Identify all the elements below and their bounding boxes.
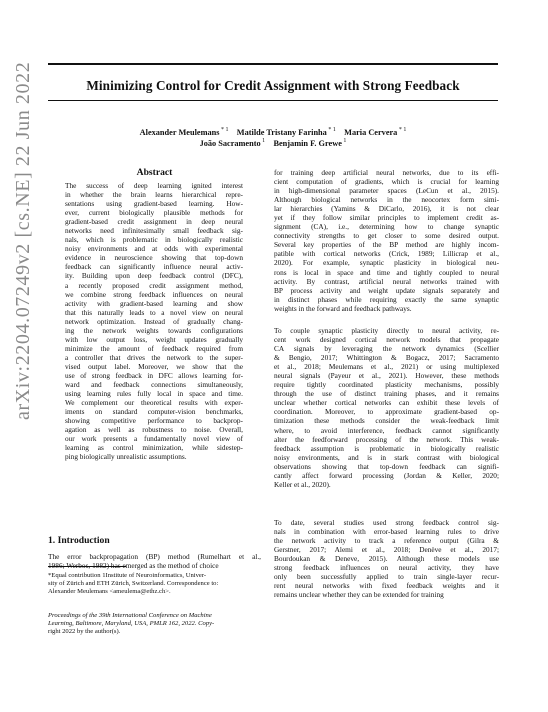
body-line: in high-dimensional parameter spaces (LeCun et al., 2015). [274, 186, 499, 196]
body-line: noisy environments, and is in stark contrast with biological [274, 452, 499, 462]
abstract-line: feedback can significantly influence neural activ- [65, 262, 243, 272]
body-line: timization these methods consider the weak-feedback limit [274, 416, 499, 426]
section-heading-introduction: 1. Introduction [48, 535, 110, 546]
body-line: & Bengio, 2017; Whittington & Bogacz, 2017; Sacramento [274, 353, 499, 363]
body-line: the network activity to track a reference output (Gilra & [274, 536, 499, 546]
body-line: BP process activity and weight update signals separately and [274, 285, 499, 295]
body-line: where, to avoid interference, feedback cannot significantly [274, 425, 499, 435]
abstract-line: The success of deep learning ignited interest [65, 181, 243, 190]
author-affiliation-mark: 1 [341, 138, 347, 144]
abstract-line: networks need infinitesimally small feedback sig- [65, 226, 243, 236]
abstract-line: sentations using gradient-based learning. How- [65, 199, 243, 209]
abstract-line: evidence in neuroscience showing that top-down [65, 253, 243, 263]
abstract-body [65, 181, 243, 461]
abstract-line: vised output label. Moreover, we show that the [65, 361, 243, 371]
abstract-line: our work presents a fundamentally novel view of [65, 434, 243, 444]
body-line: in distinct phases while requiring exactly the same synaptic [274, 294, 499, 304]
body-line: rons is local in space and time and tightly coupled to neural [274, 267, 499, 277]
abstract-line: that this naturally leads to a novel view on neural [65, 307, 243, 317]
abstract-line: agation as well as robustness to noise. Overall, [65, 425, 243, 435]
body-line: cient computation of gradients, which is crucial for learning [274, 177, 499, 187]
abstract-line: a controller that drives the network to the super- [65, 352, 243, 362]
intro-line: The error backpropagation (BP) method (Rumelhart et al., [48, 552, 261, 561]
abstract-line: minimize the amount of feedback required from [65, 343, 243, 353]
author-name: Maria Cervera [344, 127, 398, 137]
abstract-line: ever, current biologically plausible methods for [65, 208, 243, 218]
body-line: Several key properties of the BP method are highly incom- [274, 240, 499, 250]
body-line: strong feedback influences on neural activity, they have [274, 563, 499, 573]
abstract-line: iments on standard computer-vision benchmarks, [65, 407, 243, 417]
body-line: yet if they follow similar principles to implement credit as- [274, 213, 499, 223]
body-line: for training deep artificial neural networks, due to its effi- [274, 168, 499, 177]
body-line: Bourdoukan & Deneve, 2015). Although these models use [274, 554, 499, 564]
body-line: nals in combination with error-based learning rules to drive [274, 527, 499, 537]
abstract-line: noisy environments and at odds with experimental [65, 244, 243, 254]
intro-line: 1986; Werbos, 1982) has emerged as the method of choice [48, 561, 219, 571]
title-rule-bottom [48, 100, 498, 101]
body-line: alter the feedforward processing of the network. This weak- [274, 434, 499, 444]
body-line: require tightly coordinated plasticity mechanisms, possibly [274, 380, 499, 390]
body-line: et al., 2018; Meulemans et al., 2021) or using multiplexed [274, 362, 499, 372]
author-name: Matilde Tristany Farinha [236, 127, 327, 137]
body-line: 2020). For example, synaptic plasticity in biological neu- [274, 258, 499, 268]
body-line: activity. By contrast, artificial neural networks trained with [274, 276, 499, 286]
body-line: Although biological networks in the neocortex form simi- [274, 195, 499, 205]
abstract-line: ping biologically unrealistic assumptions. [65, 452, 187, 462]
body-line: cent work designed cortical network models that propagate [274, 335, 499, 345]
abstract-line: ward and feedback connections simultaneously, [65, 380, 243, 390]
body-line: cantly affect forward processing (Jordan & Keller, 2020; [274, 470, 499, 480]
author-affiliation-mark: * 1 [219, 127, 229, 133]
right-column-paragraph-2 [274, 326, 499, 489]
body-line: Gerstner, 2017; Alemi et al., 2018; Denève et al., 2017; [274, 545, 499, 555]
author-affiliation-mark: 1 [260, 138, 266, 144]
author-affiliation-mark: * 1 [397, 127, 407, 133]
arxiv-stamp[interactable]: arXiv:2204.07249v2 [cs.NE] 22 Jun 2022 [12, 61, 34, 420]
footnote-line: *Equal contribution 1Institute of Neuroinformatics, Univer- [48, 572, 207, 579]
abstract-line: activity with gradient-based learning and show [65, 298, 243, 308]
abstract-line: use of strong feedback in DFC allows learning for- [65, 370, 243, 380]
paper-title: Minimizing Control for Credit Assignment with Strong Feedback [86, 78, 460, 93]
body-line: unclear whether cortical networks can exhibit these levels of [274, 398, 499, 408]
author-line-2 [48, 138, 498, 148]
abstract-line: in whether the brain learns hierarchical repre- [65, 190, 243, 200]
body-line: feedback assumption is problematic in biologically realistic [274, 443, 499, 453]
body-line: connectivity strengths to get closer to some desired output. [274, 231, 499, 241]
body-line: To couple synaptic plasticity directly to neural activity, re- [274, 326, 499, 335]
abstract-line: showing competitive performance to backprop- [65, 416, 243, 426]
author-affiliation-mark: * 1 [326, 127, 336, 133]
abstract-line: learning as control minimization, while sidestep- [65, 443, 243, 453]
body-line: Keller et al., 2020). [274, 479, 331, 489]
abstract-line: we combine strong feedback influences on neural [65, 289, 243, 299]
author-name: João Sacramento [199, 138, 261, 148]
body-line: lar hierarchies (Yamins & DiCarlo, 2016), it is not clear [274, 204, 499, 214]
proceedings-line: Proceedings of the 39th International Conference on Machine [48, 612, 212, 619]
body-line: CA signals by leveraging the network dynamics (Scellier [274, 344, 499, 354]
abstract-line: network optimization. Instead of gradually chang- [65, 316, 243, 326]
intro-paragraph [48, 552, 261, 570]
abstract-line: using learning rules fully local in space and time. [65, 389, 243, 399]
body-line: remains unclear whether they can be extended for training [274, 590, 444, 600]
abstract-line: We complement our theoretical results with exper- [65, 398, 243, 408]
body-line: patible with cortical networks (Crick, 1989; Lillicrap et al., [274, 249, 499, 259]
author-name: Alexander Meulemans [139, 127, 220, 137]
body-line: only been successfully applied to train single-layer recur- [274, 572, 499, 582]
affiliation-footnote [48, 572, 261, 597]
abstract-heading: Abstract [136, 167, 173, 178]
abstract-line: with low output loss, weight updates gradually [65, 334, 243, 344]
body-line: rent neural networks with fixed feedback weights and it [274, 581, 499, 591]
abstract-line: ing the network weights towards configurations [65, 325, 243, 335]
abstract-line: nals, which is problematic in biologically realistic [65, 235, 243, 245]
abstract-line: gradient-based credit assignment in deep neural [65, 217, 243, 227]
footnote-rule [48, 566, 126, 567]
body-line: signment (CA), i.e., determining how to change synaptic [274, 222, 499, 232]
right-column-paragraph-3 [274, 518, 499, 599]
body-line: coordination. Moreover, to approximate gradient-based op- [274, 407, 499, 417]
proceedings-line: right 2022 by the author(s). [48, 628, 121, 636]
right-column-paragraph-1 [274, 168, 499, 313]
abstract-line: ity. Building upon deep feedback control (DFC), [65, 271, 243, 281]
body-line: observations showing that top-down feedback can signifi- [274, 461, 499, 471]
proceedings-notice [48, 612, 261, 637]
proceedings-line: Learning, Baltimore, Maryland, USA, PMLR 162, 2022. Copy- [48, 620, 215, 628]
abstract-line: a recently proposed credit assignment method, [65, 280, 243, 290]
body-line: To date, several studies used strong feedback control sig- [274, 518, 499, 527]
author-line-1 [48, 127, 498, 137]
body-line: weights in the forward and feedback pathways. [274, 303, 412, 313]
footnote-line: sity of Zürich and ETH Zürich, Switzerland. Correspondence to: [48, 580, 219, 588]
body-line: neural signals (Payeur et al., 2021). However, these methods [274, 371, 499, 381]
footnote-line: Alexander Meulemans <ameulema@ethz.ch>. [48, 588, 171, 596]
title-rule-top [48, 63, 498, 65]
author-name: Benjamin F. Grewe [273, 138, 342, 148]
body-line: through the use of distinct training phases, and it remains [274, 389, 499, 399]
